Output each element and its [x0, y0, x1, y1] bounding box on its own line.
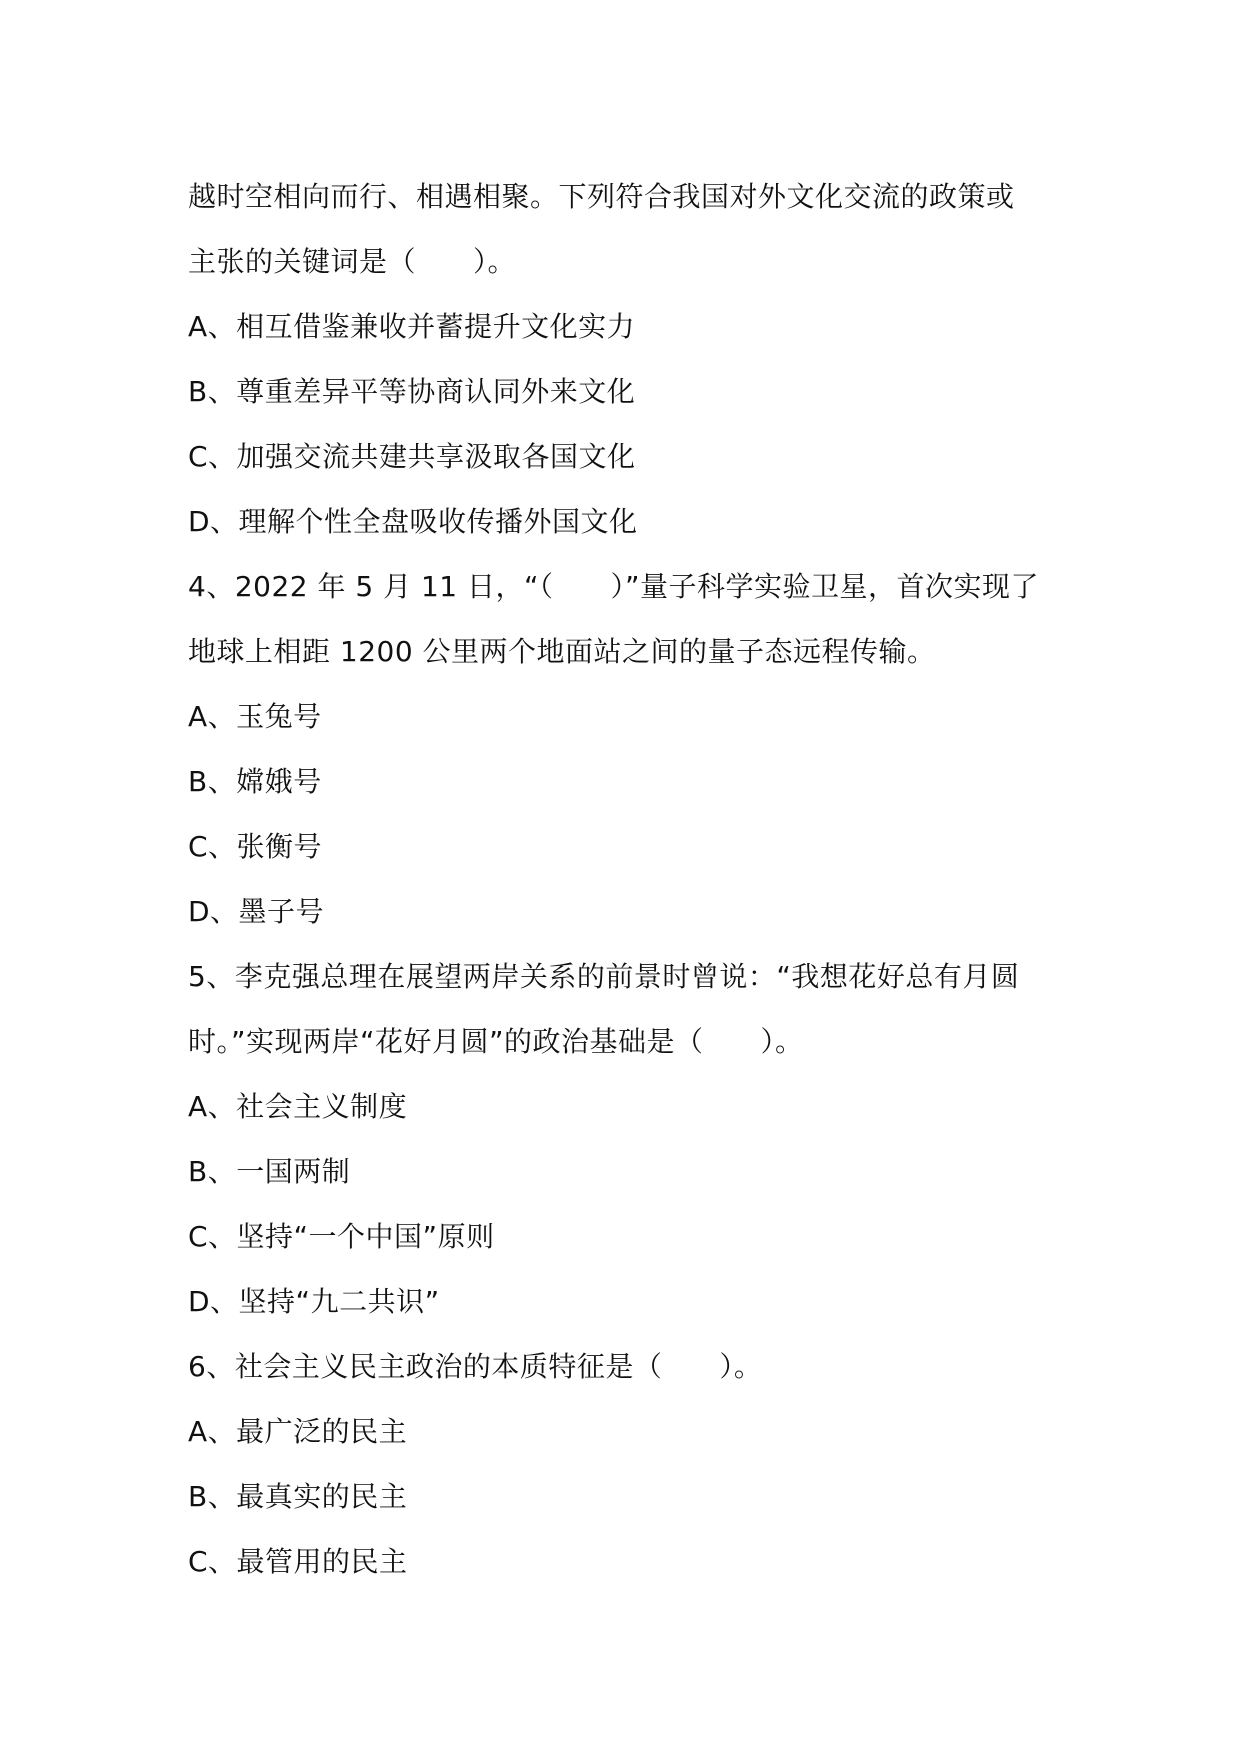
question-5-option-c: C、坚持“一个中国”原则 — [188, 1220, 495, 1253]
question-3-option-b: B、尊重差异平等协商认同外来文化 — [188, 375, 636, 408]
question-5-option-a: A、社会主义制度 — [188, 1090, 408, 1123]
question-3-stem-line-1: 越时空相向而行、相遇相聚。下列符合我国对外文化交流的政策或 — [188, 180, 1015, 213]
question-3-option-a: A、相互借鉴兼收并蓄提升文化实力 — [188, 310, 636, 343]
question-4-option-a: A、玉兔号 — [188, 700, 322, 733]
question-3-option-c: C、加强交流共建共享汲取各国文化 — [188, 440, 636, 473]
question-5-stem-line-1: 5、李克强总理在展望两岸关系的前景时曾说：“我想花好总有月圆 — [188, 960, 1020, 993]
question-3-option-d: D、理解个性全盘吸收传播外国文化 — [188, 505, 638, 538]
question-5-stem-line-2: 时。”实现两岸“花好月圆”的政治基础是（ ）。 — [188, 1025, 804, 1058]
question-6-option-b: B、最真实的民主 — [188, 1480, 408, 1513]
question-4-stem-line-1: 4、2022 年 5 月 11 日，“（ ）”量子科学实验卫星，首次实现了 — [188, 570, 1040, 603]
question-4-option-b: B、嫦娥号 — [188, 765, 322, 798]
question-4-stem-line-2: 地球上相距 1200 公里两个地面站之间的量子态远程传输。 — [188, 635, 936, 668]
question-6-stem: 6、社会主义民主政治的本质特征是（ ）。 — [188, 1350, 763, 1383]
question-3-stem-line-2: 主张的关键词是（ ）。 — [188, 245, 517, 278]
question-5-option-b: B、一国两制 — [188, 1155, 351, 1188]
question-5-option-d: D、坚持“九二共识” — [188, 1285, 440, 1318]
question-4-option-c: C、张衡号 — [188, 830, 323, 863]
question-4-option-d: D、墨子号 — [188, 895, 325, 928]
question-6-option-a: A、最广泛的民主 — [188, 1415, 408, 1448]
question-6-option-c: C、最管用的民主 — [188, 1545, 408, 1578]
